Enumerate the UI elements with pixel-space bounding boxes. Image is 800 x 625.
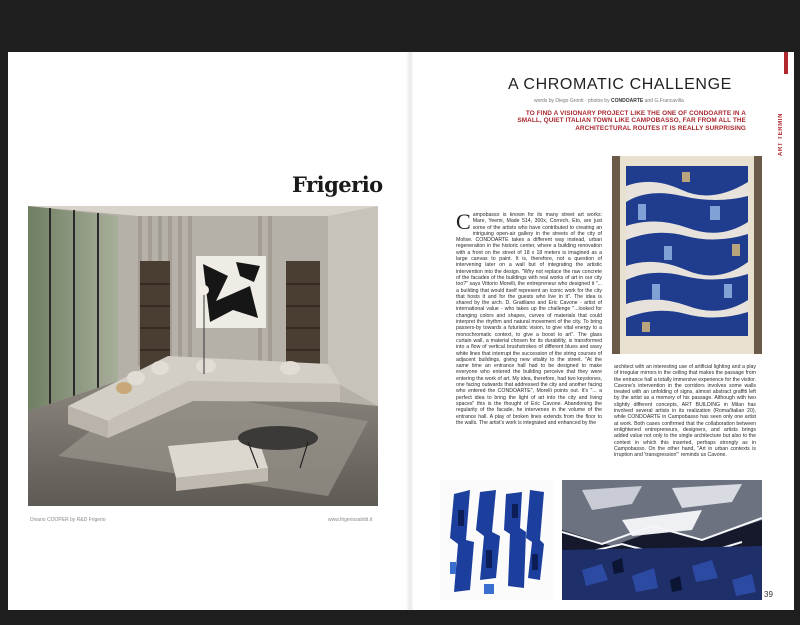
- article-byline: [534, 98, 684, 104]
- blue-strokes-illustration: [440, 480, 554, 600]
- corridor-illustration: [562, 480, 762, 600]
- column-1-text: ampobasso is known for its many street art works: Mare, Yeemi, Made 514, 300x, Correch, Eto, are just some of the artists who have contributed to creating an intriguing open-air gallery in the streets of the city of Molise. CONDOARTE takes a different way instead, urban regeneration in the historic center, where a building renovation with a front on the street of 18 x 18 meters is imagined as a large canvas to paint. It is, therefore, not a question of intervening later on a wall but of integrating the artistic intervention into the design. "Why not replace the raw concrete of the facades of the buildings with real works of art in our city too?" says Vittorio Morelli, the entrepreneur who designed it "... a building that would itself represent an iconic work for the city that hosts it and for the guests who live in it". The idea is shared by the arch. D. Gratiliano and Eric Cavone - artist of international value - who takes up the challenge "...looked for changing colors and shapes, curves of materials that could interpret the rhythm and natural movement of the city. To bring passers-by towards a futuristic vision, to give vital energy to a monochromatic context, to give a boost to art". The glass curtain wall, a material chosen for its durability, is transformed into a flow of vertical brushstrokes of different blues and wavy white lines that interrupt the succession of the string courses of adjacent buildings, giving new vitality to the street. "At the same time an entrance hall had to be designed to make everyone who entered the building perceive that they were entering the work of art. My idea, therefore, had two keystones, one facing outwards that addressed the city and another facing who entered the CONDOARTE", Morelli points out. It's "... a perfect idea to bring the light of art into the city and living spaces" this is the thought of Eric Cavone. Abandoning the regularity of the facade, he intervenes in the volume of the entrance hall. A play of broken lines extends from the floor to the walls. The artist's work is integrated and enhanced by the: [456, 212, 602, 426]
- drop-cap: C: [456, 212, 471, 234]
- page-number: 39: [764, 590, 773, 599]
- website-caption: www.frigeriosalotti.it: [328, 517, 373, 523]
- mosaic-artwork-photo: [612, 156, 762, 354]
- magazine-spread: [8, 52, 794, 610]
- section-color-bar: [784, 52, 788, 74]
- page-gutter: [406, 52, 414, 610]
- mosaic-artwork-illustration: [612, 156, 762, 354]
- living-room-illustration: [28, 206, 378, 506]
- byline-suffix: and G.Francavilla: [644, 98, 684, 104]
- living-room-photo: [28, 206, 378, 506]
- article-lead: TO FIND A VISIONARY PROJECT LIKE THE ONE OF CONDOARTE IN A SMALL, QUIET ITALIAN TOWN LIKE CAMPOBASSO, FAR FROM ALL THE ARCHITECTURAL ROUTES IT IS REALLY SURPRISING: [517, 110, 746, 132]
- byline-brand: CONDOARTE: [610, 98, 644, 104]
- byline-prefix: words by Diego Gronti · photos by: [534, 98, 610, 104]
- brand-logo: Frigerio: [292, 172, 383, 197]
- section-label: ART TERMIN: [778, 113, 784, 156]
- corridor-light-installation-photo: [562, 480, 762, 600]
- article-column-1: [456, 212, 602, 474]
- article-headline: A CHROMATIC CHALLENGE: [508, 76, 732, 93]
- article-column-2: architect with an interesting use of artificial lighting and a play of irregular mirrors in the ceiling that makes the passage from the entrance hall a totally immersive experience for the visitor. Cavone's intervention in the corridors involves some walls treated with an unfolding of signs, almost abstract graffiti left by the artist as a memory of his passage. Although with two slightly different concepts, ART BUILDING in Milan has involved several artists in its realization (Roma/Italian 20), while CONDOARTE in Campobasso has seen only one artist at work. Both cases confirmed that the collaboration between enlightened entrepreneurs, designers, and artists brings added value not only to the single architecture but also to the context in which this inserted, perhaps strongly as in Campobasso. On the other hand, "Art in urban contexts is irruption and 'transgression'" reminds us Cavone.: [614, 364, 756, 459]
- photo-caption: Divano COOPER by R&D Frigerio: [30, 517, 106, 523]
- blue-strokes-artwork: [440, 480, 554, 600]
